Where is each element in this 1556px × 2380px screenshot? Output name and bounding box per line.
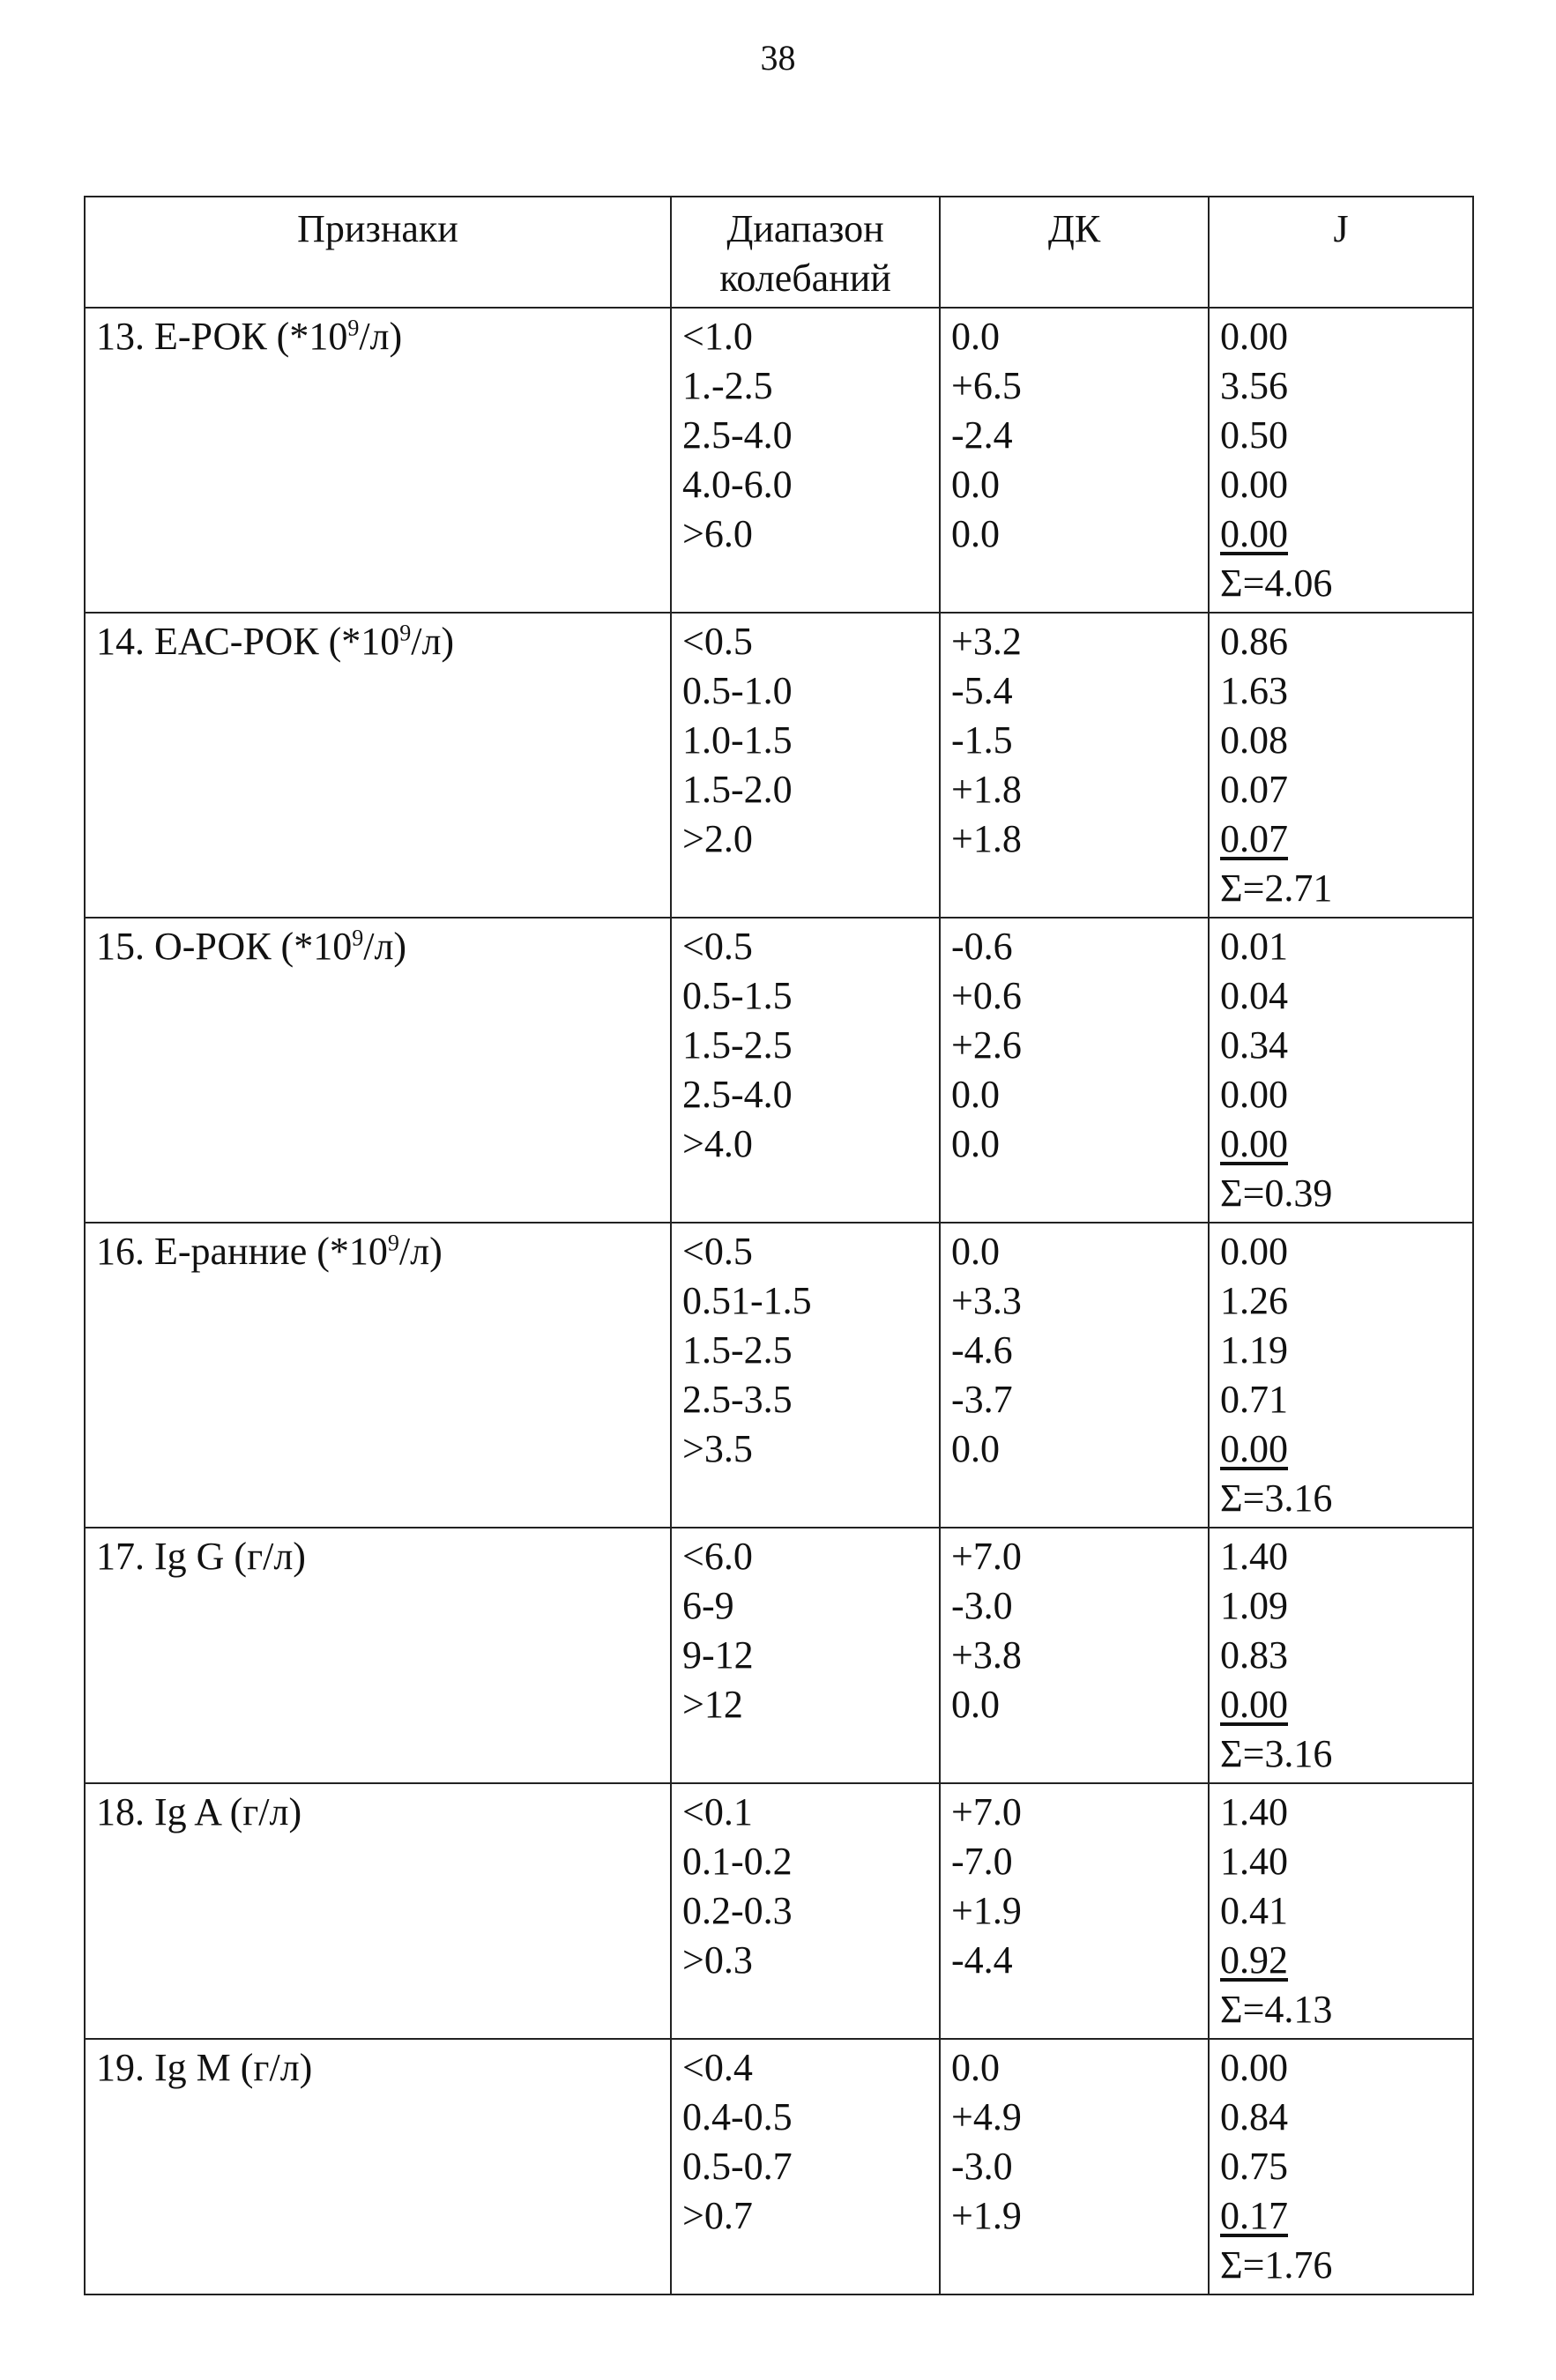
range-value: 1.5-2.5 xyxy=(682,1023,793,1067)
j-cell xyxy=(1209,2039,1473,2294)
range-value: <1.0 xyxy=(682,315,753,358)
feature-label: 17. Ig G (г/л) xyxy=(96,1535,306,1578)
j-value: 0.75 xyxy=(1220,2145,1288,2188)
dk-value: +6.5 xyxy=(951,364,1022,407)
dk-value: 0.0 xyxy=(951,1230,1000,1273)
feature-label: 19. Ig M (г/л) xyxy=(96,2046,313,2089)
range-value: 0.4-0.5 xyxy=(682,2095,793,2138)
range-value: 0.5-1.0 xyxy=(682,669,793,712)
j-sum: Σ=3.16 xyxy=(1220,1732,1333,1775)
range-value: >6.0 xyxy=(682,512,753,555)
header-row xyxy=(85,197,1473,308)
range-value: >3.5 xyxy=(682,1427,753,1470)
range-value: <0.4 xyxy=(682,2046,753,2089)
j-sum: Σ=4.13 xyxy=(1220,1988,1333,2031)
range-value: 0.5-1.5 xyxy=(682,974,793,1017)
dk-value: -3.7 xyxy=(951,1378,1013,1421)
j-value: 0.08 xyxy=(1220,718,1288,762)
dk-value: +2.6 xyxy=(951,1023,1022,1067)
j-cell xyxy=(1209,1223,1473,1528)
j-value: 0.07 xyxy=(1220,817,1288,860)
range-cell xyxy=(671,2039,940,2294)
header-dk: ДК xyxy=(940,197,1209,308)
table-row xyxy=(85,918,1473,1223)
dk-value: +1.8 xyxy=(951,817,1022,860)
header-feature: Признаки xyxy=(85,197,671,308)
j-value: 0.00 xyxy=(1220,463,1288,506)
feature-cell xyxy=(85,2039,671,2294)
j-value: 0.00 xyxy=(1220,1122,1288,1165)
range-value: 9-12 xyxy=(682,1633,754,1677)
dk-value: +1.9 xyxy=(951,2194,1022,2237)
j-value: 0.92 xyxy=(1220,1938,1288,1982)
j-value: 0.41 xyxy=(1220,1889,1288,1932)
dk-value: +1.9 xyxy=(951,1889,1022,1932)
j-value: 0.01 xyxy=(1220,925,1288,968)
j-value: 1.09 xyxy=(1220,1584,1288,1627)
header-range-line2: колебаний xyxy=(719,257,891,300)
feature-exponent: 9 xyxy=(352,925,364,951)
range-cell xyxy=(671,613,940,918)
j-value: 3.56 xyxy=(1220,364,1288,407)
dk-value: +1.8 xyxy=(951,768,1022,811)
j-value: 0.07 xyxy=(1220,768,1288,811)
feature-cell xyxy=(85,308,671,613)
range-value: 0.51-1.5 xyxy=(682,1279,812,1322)
dk-cell xyxy=(940,613,1209,918)
feature-label: 14. ЕАС-РОК (*10 xyxy=(96,620,400,663)
j-value: 1.40 xyxy=(1220,1840,1288,1883)
feature-cell xyxy=(85,613,671,918)
range-value: 0.2-0.3 xyxy=(682,1889,793,1932)
range-value: >4.0 xyxy=(682,1122,753,1165)
feature-cell xyxy=(85,918,671,1223)
range-value: <0.5 xyxy=(682,925,753,968)
range-value: >0.3 xyxy=(682,1938,753,1982)
j-value: 0.00 xyxy=(1220,512,1288,555)
range-value: 1.-2.5 xyxy=(682,364,773,407)
dk-value: +0.6 xyxy=(951,974,1022,1017)
dk-value: 0.0 xyxy=(951,1122,1000,1165)
dk-value: -3.0 xyxy=(951,1584,1013,1627)
dk-value: +4.9 xyxy=(951,2095,1022,2138)
header-range-line1: Диапазон xyxy=(726,207,884,250)
dk-value: 0.0 xyxy=(951,463,1000,506)
dk-value: -4.6 xyxy=(951,1328,1013,1372)
data-table xyxy=(84,196,1474,2295)
j-cell xyxy=(1209,1783,1473,2039)
j-value: 1.40 xyxy=(1220,1790,1288,1833)
dk-cell xyxy=(940,308,1209,613)
table-row xyxy=(85,613,1473,918)
range-value: 2.5-4.0 xyxy=(682,413,793,457)
dk-value: +3.8 xyxy=(951,1633,1022,1677)
range-cell xyxy=(671,1783,940,2039)
feature-unit: /л) xyxy=(359,315,403,358)
dk-value: -7.0 xyxy=(951,1840,1013,1883)
range-cell xyxy=(671,308,940,613)
dk-cell xyxy=(940,918,1209,1223)
range-value: 0.1-0.2 xyxy=(682,1840,793,1883)
j-value: 1.26 xyxy=(1220,1279,1288,1322)
range-value: 1.0-1.5 xyxy=(682,718,793,762)
j-cell xyxy=(1209,918,1473,1223)
j-value: 1.63 xyxy=(1220,669,1288,712)
dk-value: -3.0 xyxy=(951,2145,1013,2188)
feature-label: 18. Ig A (г/л) xyxy=(96,1790,302,1833)
j-sum: Σ=0.39 xyxy=(1220,1171,1333,1215)
range-value: 6-9 xyxy=(682,1584,734,1627)
range-value: <0.5 xyxy=(682,1230,753,1273)
feature-label: 13. Е-РОК (*10 xyxy=(96,315,348,358)
range-value: >2.0 xyxy=(682,817,753,860)
range-cell xyxy=(671,1223,940,1528)
j-value: 0.17 xyxy=(1220,2194,1288,2237)
dk-value: -5.4 xyxy=(951,669,1013,712)
dk-cell xyxy=(940,2039,1209,2294)
feature-unit: /л) xyxy=(363,925,407,968)
j-value: 0.00 xyxy=(1220,1230,1288,1273)
dk-value: 0.0 xyxy=(951,1073,1000,1116)
dk-value: -0.6 xyxy=(951,925,1013,968)
j-value: 0.00 xyxy=(1220,1683,1288,1726)
range-value: <0.5 xyxy=(682,620,753,663)
j-value: 0.83 xyxy=(1220,1633,1288,1677)
dk-value: 0.0 xyxy=(951,1427,1000,1470)
j-value: 0.00 xyxy=(1220,2046,1288,2089)
range-value: 2.5-4.0 xyxy=(682,1073,793,1116)
range-value: <0.1 xyxy=(682,1790,753,1833)
dk-value: +7.0 xyxy=(951,1790,1022,1833)
range-cell xyxy=(671,918,940,1223)
table-row xyxy=(85,1528,1473,1783)
feature-label: 16. Е-ранние (*10 xyxy=(96,1230,388,1273)
feature-cell xyxy=(85,1783,671,2039)
range-value: 1.5-2.0 xyxy=(682,768,793,811)
feature-exponent: 9 xyxy=(387,1230,399,1256)
j-value: 0.50 xyxy=(1220,413,1288,457)
range-value: 0.5-0.7 xyxy=(682,2145,793,2188)
j-value: 0.84 xyxy=(1220,2095,1288,2138)
j-cell xyxy=(1209,1528,1473,1783)
dk-value: +3.2 xyxy=(951,620,1022,663)
range-value: >12 xyxy=(682,1683,743,1726)
j-sum: Σ=1.76 xyxy=(1220,2243,1333,2287)
dk-value: -2.4 xyxy=(951,413,1013,457)
j-value: 0.00 xyxy=(1220,1073,1288,1116)
j-value: 0.00 xyxy=(1220,315,1288,358)
header-range xyxy=(671,197,940,308)
feature-exponent: 9 xyxy=(347,315,360,341)
dk-cell xyxy=(940,1528,1209,1783)
feature-unit: /л) xyxy=(411,620,455,663)
dk-cell xyxy=(940,1783,1209,2039)
table-row xyxy=(85,1783,1473,2039)
table-row xyxy=(85,2039,1473,2294)
range-value: 2.5-3.5 xyxy=(682,1378,793,1421)
j-sum: Σ=3.16 xyxy=(1220,1476,1333,1520)
j-value: 0.34 xyxy=(1220,1023,1288,1067)
j-value: 1.40 xyxy=(1220,1535,1288,1578)
j-value: 0.04 xyxy=(1220,974,1288,1017)
j-value: 0.00 xyxy=(1220,1427,1288,1470)
dk-value: 0.0 xyxy=(951,315,1000,358)
feature-exponent: 9 xyxy=(399,620,412,646)
j-value: 1.19 xyxy=(1220,1328,1288,1372)
header-j: J xyxy=(1209,197,1473,308)
page-number: 38 xyxy=(760,38,796,78)
range-value: <6.0 xyxy=(682,1535,753,1578)
j-value: 0.71 xyxy=(1220,1378,1288,1421)
feature-cell xyxy=(85,1528,671,1783)
dk-value: 0.0 xyxy=(951,512,1000,555)
range-value: 1.5-2.5 xyxy=(682,1328,793,1372)
dk-value: +3.3 xyxy=(951,1279,1022,1322)
range-value: 4.0-6.0 xyxy=(682,463,793,506)
j-cell xyxy=(1209,308,1473,613)
range-value: >0.7 xyxy=(682,2194,753,2237)
j-cell xyxy=(1209,613,1473,918)
j-value: 0.86 xyxy=(1220,620,1288,663)
j-sum: Σ=2.71 xyxy=(1220,866,1333,910)
dk-value: +7.0 xyxy=(951,1535,1022,1578)
range-cell xyxy=(671,1528,940,1783)
feature-cell xyxy=(85,1223,671,1528)
j-sum: Σ=4.06 xyxy=(1220,562,1333,605)
dk-value: 0.0 xyxy=(951,1683,1000,1726)
dk-value: -1.5 xyxy=(951,718,1013,762)
dk-value: -4.4 xyxy=(951,1938,1013,1982)
dk-cell xyxy=(940,1223,1209,1528)
feature-unit: /л) xyxy=(398,1230,443,1273)
table-row xyxy=(85,1223,1473,1528)
dk-value: 0.0 xyxy=(951,2046,1000,2089)
feature-label: 15. О-РОК (*10 xyxy=(96,925,353,968)
table-row xyxy=(85,308,1473,613)
